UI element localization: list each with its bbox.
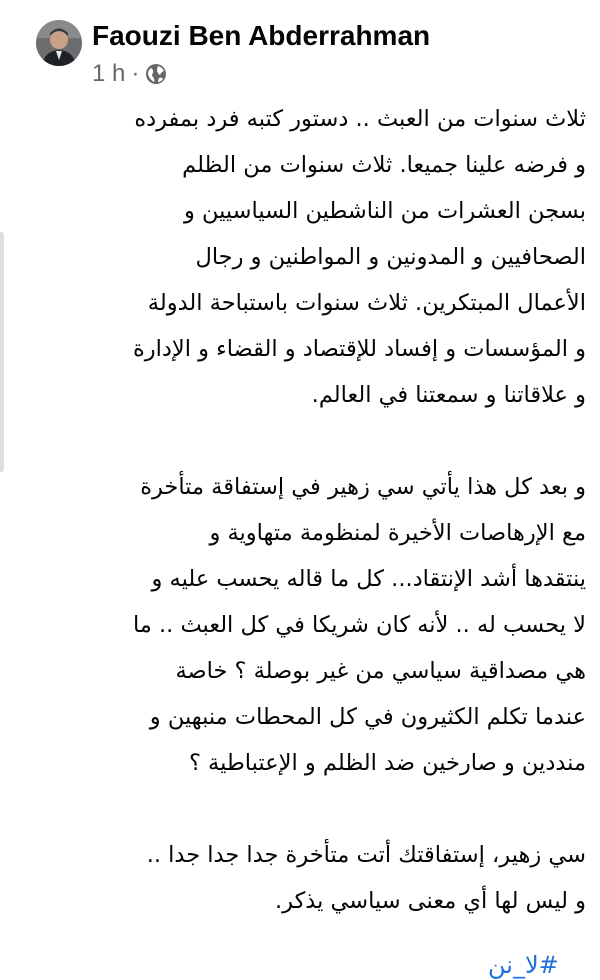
post-line: هي مصداقية سياسي من غير بوصلة ؟ خاصة <box>175 658 586 684</box>
author-avatar[interactable] <box>36 20 82 66</box>
post-line: ينتقدها أشد الإنتقاد... كل ما قاله يحسب عليه و <box>151 566 586 592</box>
post-line: منددين و صارخين ضد الظلم و الإعتباطية ؟ <box>188 750 586 776</box>
post-line: الصحافيين و المدونين و المواطنين و رجال <box>195 244 586 270</box>
post-line: الأعمال المبتكرين. ثلاث سنوات باستباحة الدولة <box>147 290 586 316</box>
author-name[interactable]: Faouzi Ben Abderrahman <box>92 20 431 51</box>
post-line: عندما تكلم الكثيرون في كل المحطات منبهين و <box>149 704 586 730</box>
globe-icon[interactable] <box>145 63 167 85</box>
post-paragraph-3 <box>28 832 586 924</box>
post-paragraph-1 <box>28 96 586 418</box>
post-line: و علاقاتنا و سمعتنا في العالم. <box>311 382 586 408</box>
post-line: مع الإرهاصات الأخيرة لمنظومة متهاوية و <box>209 520 586 546</box>
post-paragraph-2 <box>28 464 586 786</box>
post-line: سي زهير، إستفاقتك أتت متأخرة جدا جدا جدا .. <box>146 842 586 868</box>
post-line: و المؤسسات و إفساد للإقتصاد و القضاء و الإدارة <box>133 336 586 362</box>
post-line: لا يحسب له .. لأنه كان شريكا في كل العبث .. ما <box>132 612 586 638</box>
post-line: و بعد كل هذا يأتي سي زهير في إستفاقة متأخرة <box>140 474 586 500</box>
post-meta <box>92 60 167 88</box>
post-line: و فرضه علينا جميعا. ثلاث سنوات من الظلم <box>182 152 586 178</box>
avatar-image <box>36 20 82 66</box>
meta-separator: · <box>131 60 140 87</box>
post-body <box>28 96 586 924</box>
left-edge-strip <box>0 232 4 472</box>
hashtag-link[interactable]: #لا_نن <box>488 951 559 979</box>
post-line: بسجن العشرات من الناشطين السياسيين و <box>183 198 586 224</box>
post-line: و ليس لها أي معنى سياسي يذكر. <box>275 888 586 914</box>
post-time[interactable]: 1 h <box>92 60 126 87</box>
post-line: ثلاث سنوات من العبث .. دستور كتبه فرد بمفرده <box>134 106 586 132</box>
